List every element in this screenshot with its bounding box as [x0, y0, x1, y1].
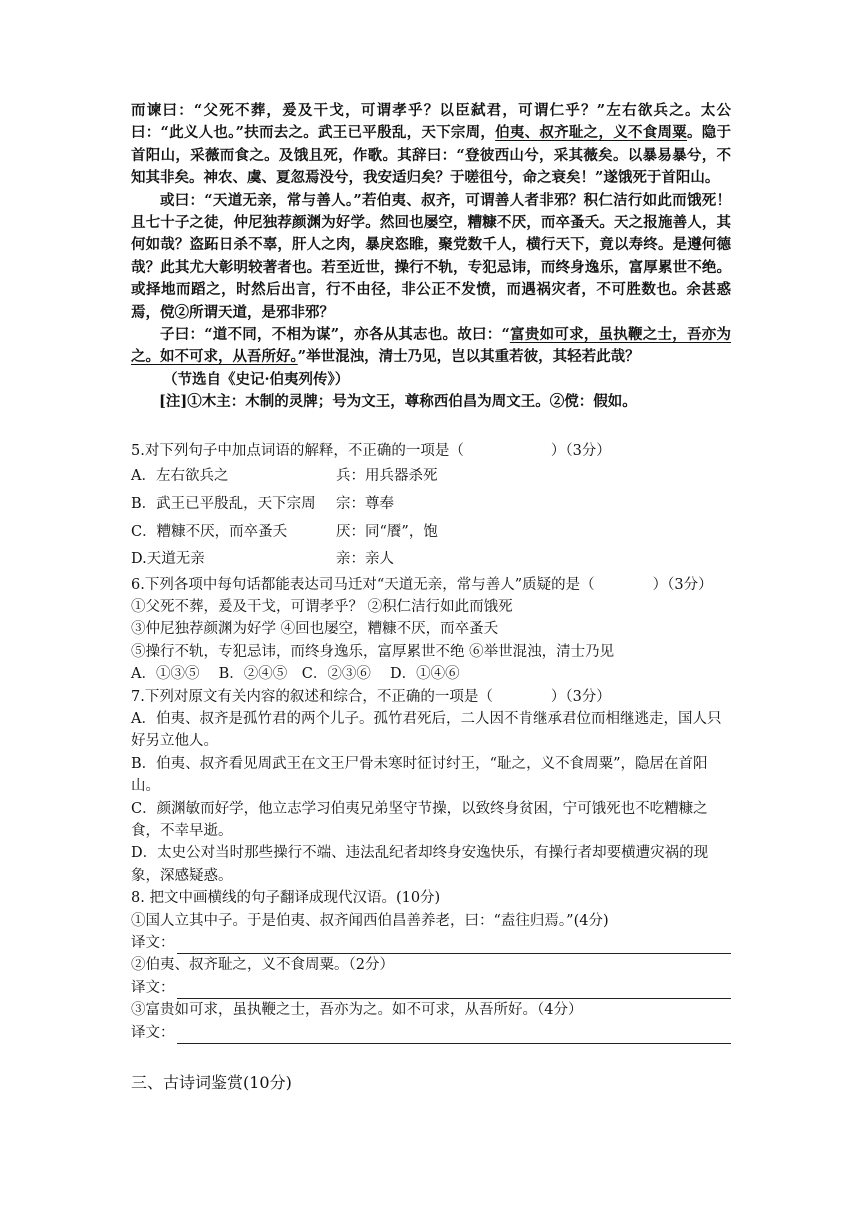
q6-line-3: ⑤操行不轨，专犯忌讳，而终身逸乐，富厚累世不绝 ⑥举世混浊，清士乃见: [131, 643, 615, 660]
q7-option-a: A．伯夷、叔齐是孤竹君的两个儿子。孤竹君死后，二人因不肯继承君位而相继逃走，国人只好另立他人。: [131, 711, 722, 750]
q5-option-c: [131, 518, 731, 546]
underlined-sentence: 伯夷、叔齐耻之，义不食周粟: [495, 124, 687, 142]
q8-sentence-2: ②伯夷、叔齐耻之，义不食周粟。（2分）: [131, 957, 394, 974]
option-explanation: 亲：亲人: [336, 551, 394, 568]
option-sentence: C．糟糠不厌，而卒蚤夭: [131, 523, 288, 540]
option-explanation: 宗：尊奉: [336, 495, 394, 512]
option-sentence: B．武王已平殷乱，天下宗周: [131, 495, 316, 512]
passage-paragraph-2: 或曰：“天道无亲，常与善人。”若伯夷、叔齐，可谓善人者非邪？积仁洁行如此而饿死！且七十子之徒，仲尼独荐颜渊为好学。然回也屡空，糟糠不厌，而卒蚤夭。天之报施善人，其何如哉？盗跖日杀不辜，肝人之肉，暴戾恣睢，聚党数千人，横行天下，竟以寿终。是遵何德哉？此其尤大彰明较著者也。若至近世，操行不轨，专犯忌讳，而终身逸乐，富厚累世不绝。或择地而蹈之，时然后出言，行不由径，非公正不发愤，而遇祸灾者，不可胜数也。余甚惑焉，傥②所谓天道，是邪非邪？: [131, 191, 731, 321]
q8-answer-line-3: [131, 1022, 731, 1044]
reading-passage: [131, 100, 731, 414]
passage-text: 。隐于首阳山，采薇而食之。及饿且死，作歌。其辞曰：“登彼西山兮，采其薇矣。以暴易暴兮，不知其非矣。神农、虞、夏忽焉没兮，我安适归矣？于嗟徂兮，命之衰矣！”遂饿死于首阳山。: [131, 124, 732, 187]
answer-label: 译文：: [131, 979, 175, 996]
option-sentence: A．左右欲兵之: [131, 468, 229, 485]
q8-answer-line-1: [131, 932, 731, 954]
answer-blank[interactable]: [177, 1029, 732, 1044]
passage-text: 而谏曰：“父死不葬，爰及干戈，可谓孝乎？以臣弑君，可谓仁乎？”左右欲兵之。太公曰：“此义人也。”扶而去之。武王已平殷乱，天下宗周，: [131, 102, 731, 142]
q8-sentence-3: ③富贵如可求，虽执鞭之士，吾亦为之。如不可求，从吾所好。（4分）: [131, 1002, 583, 1019]
questions: [131, 440, 731, 1044]
answer-blank[interactable]: [177, 939, 732, 954]
passage-paragraph-3: [131, 324, 731, 369]
q6-line-1: ①父死不葬，爰及干戈，可谓孝乎？ ②积仁洁行如此而饿死: [131, 599, 513, 615]
passage-note: [注]①木主：木制的灵牌；号为文王，尊称西伯昌为周文王。②傥：假如。: [159, 393, 637, 411]
q8-sentence-1: ①国人立其中子。于是伯夷、叔齐闻西伯昌善养老，曰：“盍往归焉。”(4分): [131, 912, 609, 929]
q7-option-b: B．伯夷、叔齐看见周武王在文王尸骨未寒时征讨纣王，“耻之，义不食周粟”，隐居在首阳山。: [131, 755, 708, 795]
q5-option-b: [131, 490, 731, 518]
answer-label: 译文：: [131, 1024, 175, 1041]
q5-stem: 5.对下列句子中加点词语的解释，不正确的一项是（ ）（3分）: [131, 443, 611, 459]
q8-answer-line-2: [131, 977, 731, 999]
passage-source: （节选自《史记·伯夷列传》）: [163, 370, 350, 388]
passage-text: ”举世混浊，清士乃见，岂以其重若彼，其轻若此哉？: [297, 348, 640, 366]
q7-option-c: C．颜渊敏而好学，他立志学习伯夷兄弟坚守节操，以致终身贫困，宁可饿死也不吃糟糠之食，不幸早逝。: [131, 800, 708, 840]
q6-line-2: ③仲尼独荐颜渊为好学 ④回也屡空，糟糠不厌，而卒蚤夭: [131, 621, 499, 638]
answer-blank[interactable]: [177, 984, 732, 999]
q5-option-a: [131, 462, 731, 490]
q6-choices: A．①③⑤ B．②④⑤ C．②③⑥ D．①④⑥: [131, 666, 460, 683]
option-explanation: 厌：同“餍”，饱: [336, 523, 438, 540]
option-explanation: 兵：用兵器杀死: [336, 468, 438, 485]
section-heading: 三、古诗词鉴赏(10分): [131, 1073, 292, 1092]
passage-paragraph-1: [131, 100, 731, 190]
underlined-sentence: 富贵如可求，虽执鞭之士，吾亦为之。如不可求，从吾所好。: [131, 326, 731, 366]
q7-stem: 7.下列对原文有关内容的叙述和综合，不正确的一项是（ ）（3分）: [131, 688, 611, 705]
answer-label: 译文：: [131, 935, 175, 952]
q5-option-d: [131, 546, 731, 574]
q6-stem: 6.下列各项中每句话都能表达司马迁对“天道无亲，常与善人”质疑的是（ ）（3分）: [131, 576, 713, 593]
option-sentence: D.天道无亲: [131, 551, 205, 568]
q7-option-d: D．太史公对当时那些操行不端、违法乱纪者却终身安逸快乐，有操行者却要横遭灾祸的现象，深感疑惑。: [131, 845, 709, 884]
passage-text: 子曰：“道不同，不相为谋”，亦各从其志也。故曰：“: [160, 326, 510, 344]
q8-stem: 8. 把文中画横线的句子翻译成现代汉语。(10分): [131, 890, 441, 907]
